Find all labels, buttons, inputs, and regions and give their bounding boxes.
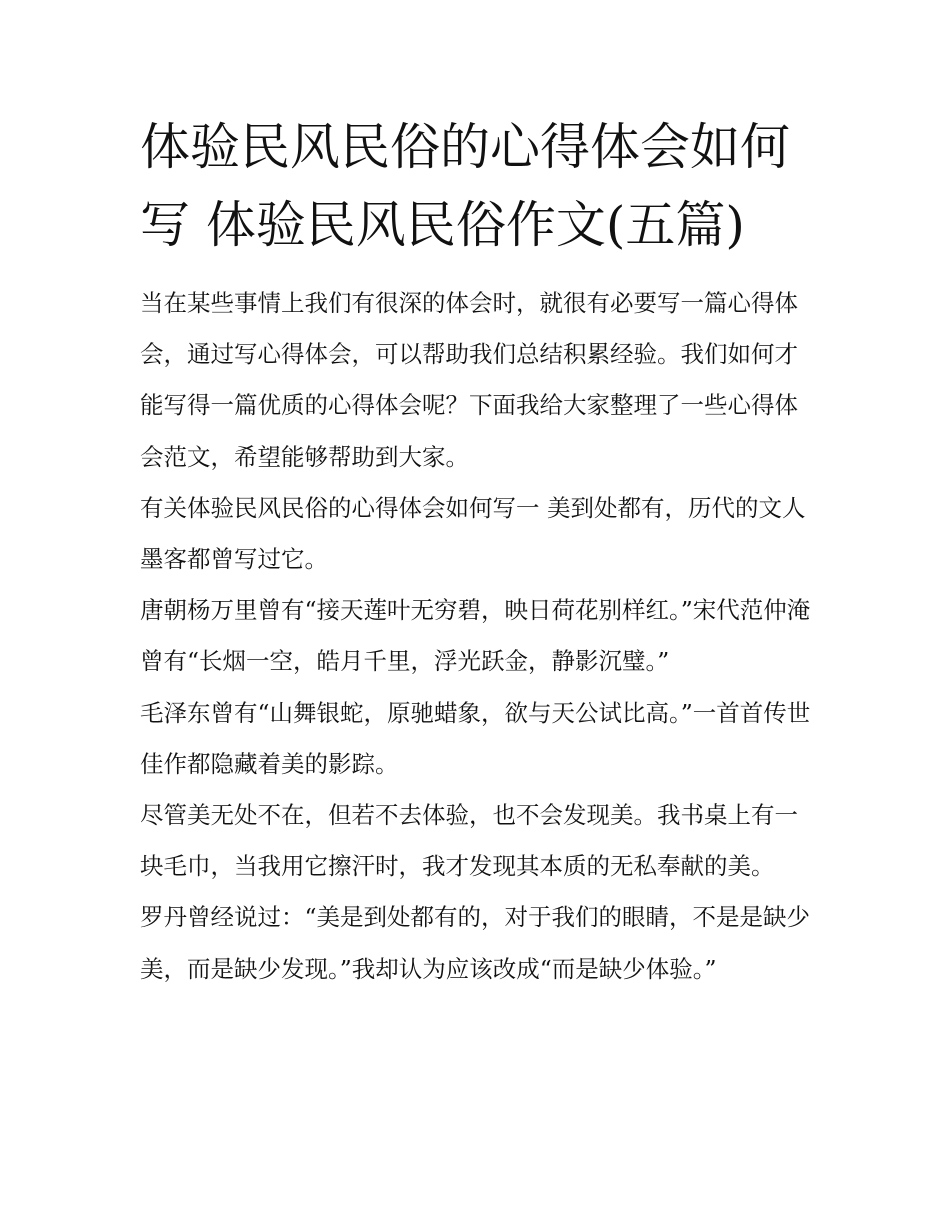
paragraph-mao-quote: 毛泽东曾有“山舞银蛇，原驰蜡象，欲与天公试比高。”一首首传世佳作都隐藏着美的影踪。 [140,698,811,778]
document-body [140,278,812,995]
paragraph-rodin-quote: 罗丹曾经说过：“美是到处都有的，对于我们的眼睛，不是是缺少美，而是缺少发现。”我却认为应该改成“而是缺少体验。” [140,903,811,983]
paragraph-poem-quotes: 唐朝杨万里曾有“接天莲叶无穷碧，映日荷花别样红。”宋代范仲淹曾有“长烟一空，皓月千里，浮光跃金，静影沉璧。” [140,596,811,676]
document-content [140,108,812,995]
paragraph-section-heading: 有关体验民风民俗的心得体会如何写一 美到处都有，历代的文人墨客都曾写过它。 [140,493,806,574]
paragraph-towel: 尽管美无处不在，但若不去体验，也不会发现美。我书桌上有一块毛巾，当我用它擦汗时，我才发现其本质的无私奉献的美。 [140,801,798,881]
document-title: 体验民风民俗的心得体会如何写 体验民风民俗作文(五篇) [140,118,790,254]
paragraph-intro: 当在某些事情上我们有很深的体会时，就很有必要写一篇心得体会，通过写心得体会，可以帮助我们总结积累经验。我们如何才能写得一篇优质的心得体会呢？下面我给大家整理了一些心得体会范文，希望能够帮助到大家。 [140,289,798,471]
